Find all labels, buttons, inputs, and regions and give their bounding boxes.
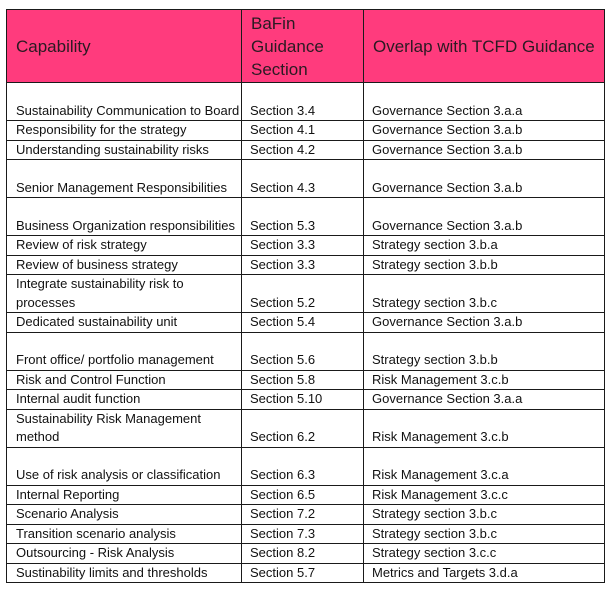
cell-capability: Responsibility for the strategy (7, 121, 242, 141)
cell-capability: Dedicated sustainability unit (7, 313, 242, 333)
cell-capability: Internal audit function (7, 390, 242, 410)
header-bafin-section: BaFin Guidance Section (242, 10, 364, 83)
cell-bafin-section: Section 7.2 (242, 505, 364, 525)
cell-tcfd-overlap: Strategy section 3.b.b (364, 332, 605, 370)
cell-capability: Use of risk analysis or classification (7, 447, 242, 485)
cell-capability: Front office/ portfolio management (7, 332, 242, 370)
capability-mapping-table (6, 9, 605, 583)
table-row (7, 121, 605, 141)
table-row (7, 505, 605, 525)
cell-tcfd-overlap: Risk Management 3.c.b (364, 409, 605, 447)
cell-bafin-section: Section 5.3 (242, 198, 364, 236)
cell-bafin-section: Section 5.4 (242, 313, 364, 333)
table-row (7, 370, 605, 390)
cell-capability: Understanding sustainability risks (7, 140, 242, 160)
table-row (7, 447, 605, 485)
cell-bafin-section: Section 6.3 (242, 447, 364, 485)
table-row (7, 140, 605, 160)
cell-tcfd-overlap: Metrics and Targets 3.d.a (364, 563, 605, 583)
cell-capability: Business Organization responsibilities (7, 198, 242, 236)
cell-tcfd-overlap: Risk Management 3.c.b (364, 370, 605, 390)
cell-capability: Risk and Control Function (7, 370, 242, 390)
cell-bafin-section: Section 4.2 (242, 140, 364, 160)
cell-bafin-section: Section 4.3 (242, 160, 364, 198)
cell-tcfd-overlap: Governance Section 3.a.b (364, 198, 605, 236)
table-row (7, 255, 605, 275)
cell-tcfd-overlap: Governance Section 3.a.b (364, 313, 605, 333)
cell-tcfd-overlap: Governance Section 3.a.a (364, 83, 605, 121)
cell-bafin-section: Section 7.3 (242, 524, 364, 544)
cell-tcfd-overlap: Governance Section 3.a.b (364, 121, 605, 141)
cell-tcfd-overlap: Risk Management 3.c.a (364, 447, 605, 485)
cell-bafin-section: Section 6.2 (242, 409, 364, 447)
table-row (7, 563, 605, 583)
cell-capability: Integrate sustainability risk to processes (7, 275, 242, 313)
cell-tcfd-overlap: Strategy section 3.b.c (364, 524, 605, 544)
table-row (7, 198, 605, 236)
cell-bafin-section: Section 5.2 (242, 275, 364, 313)
table-row (7, 160, 605, 198)
cell-bafin-section: Section 4.1 (242, 121, 364, 141)
cell-capability: Internal Reporting (7, 485, 242, 505)
cell-bafin-section: Section 5.7 (242, 563, 364, 583)
cell-tcfd-overlap: Strategy section 3.c.c (364, 544, 605, 564)
cell-tcfd-overlap: Strategy section 3.b.c (364, 275, 605, 313)
cell-tcfd-overlap: Strategy section 3.b.c (364, 505, 605, 525)
cell-tcfd-overlap: Risk Management 3.c.c (364, 485, 605, 505)
cell-capability: Sustinability limits and thresholds (7, 563, 242, 583)
table-row (7, 275, 605, 313)
cell-bafin-section: Section 6.5 (242, 485, 364, 505)
cell-tcfd-overlap: Governance Section 3.a.a (364, 390, 605, 410)
table-row (7, 332, 605, 370)
cell-tcfd-overlap: Governance Section 3.a.b (364, 160, 605, 198)
cell-capability: Review of risk strategy (7, 236, 242, 256)
cell-bafin-section: Section 5.6 (242, 332, 364, 370)
cell-capability: Sustainability Communication to Board (7, 83, 242, 121)
cell-capability: Sustainability Risk Management method (7, 409, 242, 447)
cell-capability: Scenario Analysis (7, 505, 242, 525)
cell-bafin-section: Section 3.3 (242, 236, 364, 256)
cell-tcfd-overlap: Governance Section 3.a.b (364, 140, 605, 160)
table-body (7, 83, 605, 583)
cell-capability: Review of business strategy (7, 255, 242, 275)
table-row (7, 544, 605, 564)
cell-tcfd-overlap: Strategy section 3.b.a (364, 236, 605, 256)
header-capability: Capability (7, 10, 242, 83)
cell-bafin-section: Section 5.8 (242, 370, 364, 390)
cell-capability: Senior Management Responsibilities (7, 160, 242, 198)
table-row (7, 390, 605, 410)
table-row (7, 524, 605, 544)
table-row (7, 485, 605, 505)
cell-bafin-section: Section 5.10 (242, 390, 364, 410)
table-row (7, 236, 605, 256)
cell-bafin-section: Section 8.2 (242, 544, 364, 564)
cell-capability: Transition scenario analysis (7, 524, 242, 544)
table-row (7, 409, 605, 447)
cell-bafin-section: Section 3.3 (242, 255, 364, 275)
cell-bafin-section: Section 3.4 (242, 83, 364, 121)
header-tcfd-overlap: Overlap with TCFD Guidance (364, 10, 605, 83)
table-row (7, 313, 605, 333)
cell-capability: Outsourcing - Risk Analysis (7, 544, 242, 564)
table-row (7, 83, 605, 121)
header-row (7, 10, 605, 83)
cell-tcfd-overlap: Strategy section 3.b.b (364, 255, 605, 275)
